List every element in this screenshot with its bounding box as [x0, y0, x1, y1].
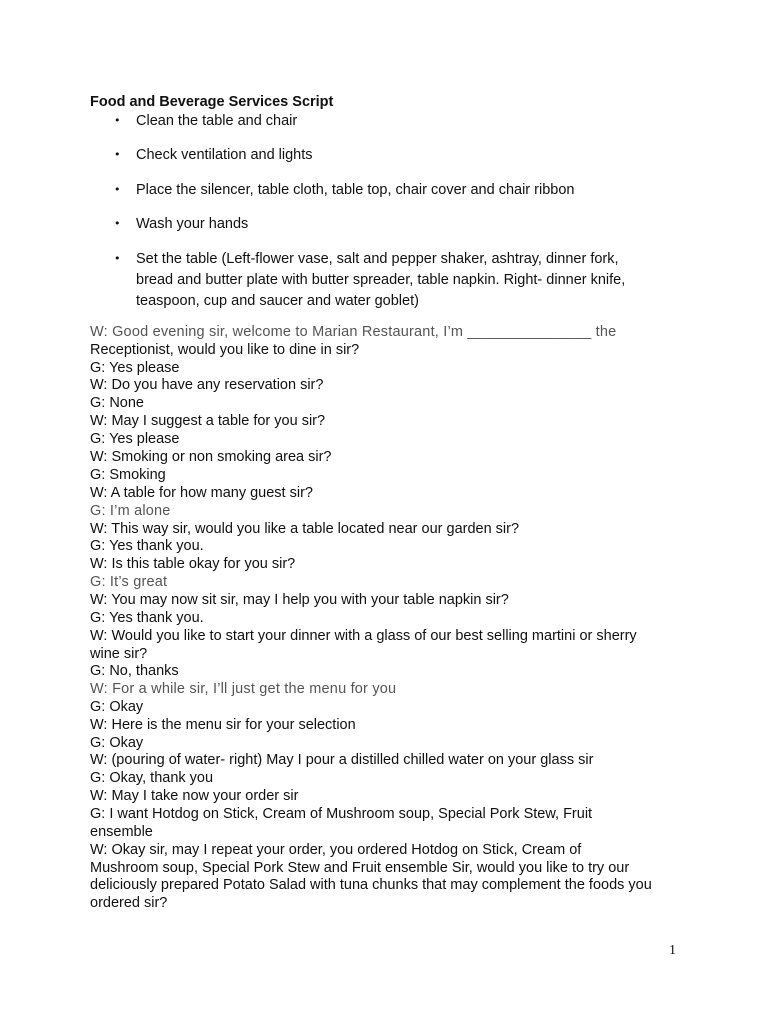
script-line: W: Good evening sir, welcome to Marian Restaurant, I’m _______________ the: [90, 324, 617, 340]
bullet-symbol: •: [114, 183, 121, 196]
script-line: G: Yes thank you.: [90, 538, 204, 554]
bullet-symbol: •: [114, 217, 121, 230]
checklist-item-text: bread and butter plate with butter spreader, table napkin. Right- dinner knife,: [136, 272, 626, 288]
script-line: G: Okay: [90, 735, 144, 751]
script-line: W: Do you have any reservation sir?: [90, 377, 324, 393]
script-line: G: Okay, thank you: [90, 770, 214, 786]
script-line: W: Would you like to start your dinner with a glass of our best selling martini or sherry: [90, 628, 637, 644]
checklist-item-text: Wash your hands: [136, 216, 249, 232]
script-line: W: May I suggest a table for you sir?: [90, 413, 326, 429]
script-line: G: I’m alone: [90, 503, 171, 519]
checklist-item-text: Place the silencer, table cloth, table top, chair cover and chair ribbon: [136, 182, 575, 198]
script-line: G: Okay: [90, 699, 144, 715]
script-line: deliciously prepared Potato Salad with tuna chunks that may complement the foods you: [90, 877, 652, 893]
checklist-item-text: Set the table (Left-flower vase, salt and pepper shaker, ashtray, dinner fork,: [136, 251, 619, 267]
script-line: W: For a while sir, I’ll just get the menu for you: [90, 681, 397, 697]
script-line: Mushroom soup, Special Pork Stew and Fruit ensemble Sir, would you like to try our: [90, 860, 630, 876]
script-line: W: Smoking or non smoking area sir?: [90, 449, 332, 465]
script-line: G: I want Hotdog on Stick, Cream of Mushroom soup, Special Pork Stew, Fruit: [90, 806, 593, 822]
script-line: ensemble: [90, 824, 153, 840]
script-line: G: It’s great: [90, 574, 168, 590]
bullet-symbol: •: [114, 252, 121, 265]
script-line: G: Yes thank you.: [90, 610, 204, 626]
script-line: G: No, thanks: [90, 663, 179, 679]
script-line: W: Here is the menu sir for your selection: [90, 717, 356, 733]
bullet-symbol: •: [114, 148, 121, 161]
script-line: W: Okay sir, may I repeat your order, you ordered Hotdog on Stick, Cream of: [90, 842, 582, 858]
script-line: W: This way sir, would you like a table located near our garden sir?: [90, 521, 520, 537]
checklist-item-text: teaspoon, cup and saucer and water goblet): [136, 293, 419, 309]
script-line: G: Smoking: [90, 467, 166, 483]
checklist-item-text: Check ventilation and lights: [136, 147, 313, 163]
checklist-item-text: Clean the table and chair: [136, 113, 298, 129]
script-line: W: You may now sit sir, may I help you with your table napkin sir?: [90, 592, 509, 608]
script-line: W: May I take now your order sir: [90, 788, 299, 804]
script-line: ordered sir?: [90, 895, 168, 911]
bullet-symbol: •: [114, 114, 121, 127]
script-line: W: Is this table okay for you sir?: [90, 556, 296, 572]
page-number: 1: [669, 943, 676, 958]
script-line: wine sir?: [90, 646, 148, 662]
script-line: W: A table for how many guest sir?: [90, 485, 313, 501]
script-line: G: None: [90, 395, 144, 411]
script-line: G: Yes please: [90, 360, 180, 376]
script-line: Receptionist, would you like to dine in sir?: [90, 342, 360, 358]
document-title: Food and Beverage Services Script: [90, 94, 334, 110]
script-line: W: (pouring of water- right) May I pour a distilled chilled water on your glass sir: [90, 752, 594, 768]
script-line: G: Yes please: [90, 431, 180, 447]
